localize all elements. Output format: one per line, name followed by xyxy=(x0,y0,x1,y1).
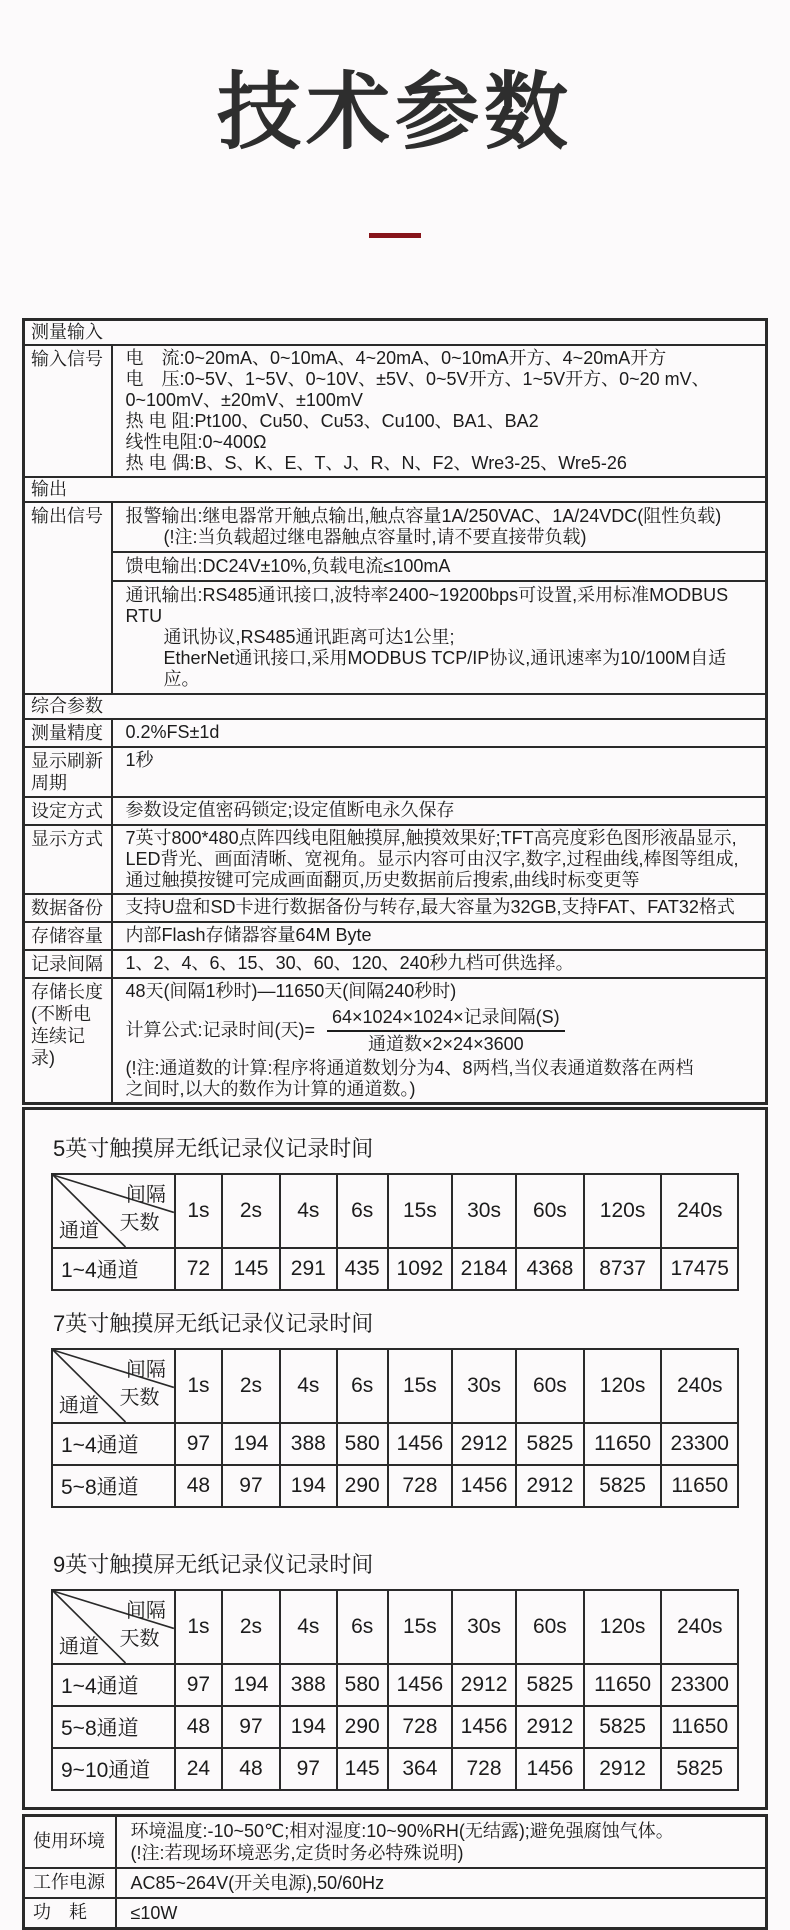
days-value-cell: 23300 xyxy=(661,1423,738,1465)
feed-output-subrow: 馈电输出:DC24V±10%,负载电流≤100mA xyxy=(113,551,766,580)
interval-header-cell: 240s xyxy=(661,1349,738,1423)
interval-header-cell: 60s xyxy=(516,1174,584,1248)
interval-header-cell: 60s xyxy=(516,1590,584,1664)
interval-header-cell: 6s xyxy=(337,1349,388,1423)
record-data-row xyxy=(52,1748,738,1790)
days-value-cell: 11650 xyxy=(584,1664,662,1706)
days-value-cell: 48 xyxy=(175,1706,222,1748)
environment-line: 环境温度:-10~50℃;相对湿度:10~90%RH(无结露);避免强腐蚀气体。 xyxy=(130,1820,674,1841)
env-label: 功 耗 xyxy=(24,1898,116,1929)
alarm-output-subrow xyxy=(113,503,766,551)
env-row-consumption xyxy=(24,1898,767,1929)
input-signal-line: 0~100mV、±20mV、±100mV xyxy=(125,389,363,410)
record-header-row xyxy=(52,1349,738,1423)
spec-value: 1、2、4、6、15、30、60、120、240秒九档可供选择。 xyxy=(112,950,767,978)
days-value-cell: 11650 xyxy=(661,1706,738,1748)
channel-row-label: 1~4通道 xyxy=(52,1248,175,1290)
days-value-cell: 388 xyxy=(280,1664,337,1706)
spec-section-row xyxy=(24,694,767,719)
comm-output-subrow xyxy=(113,580,766,693)
interval-header-cell: 4s xyxy=(280,1349,337,1423)
days-value-cell: 2912 xyxy=(584,1748,662,1790)
spec-label: 测量精度 xyxy=(24,719,112,747)
days-value-cell: 290 xyxy=(337,1706,388,1748)
spec-row-accuracy xyxy=(24,719,767,747)
days-value-cell: 1456 xyxy=(388,1664,452,1706)
spec-row-backup xyxy=(24,894,767,922)
record-table-title: 7英寸触摸屏无纸记录仪记录时间 xyxy=(53,1310,374,1336)
spec-value: 内部Flash存储器容量64M Byte xyxy=(112,922,767,950)
days-value-cell: 580 xyxy=(337,1664,388,1706)
interval-header-cell: 1s xyxy=(175,1590,222,1664)
spec-row-interval xyxy=(24,950,767,978)
interval-header-cell: 1s xyxy=(175,1349,222,1423)
days-value-cell: 8737 xyxy=(584,1248,662,1290)
display-mode-line: LED背光、画面清晰、宽视角。显示内容可由汉字,数字,过程曲线,棒图等组成, xyxy=(125,848,739,869)
record-table xyxy=(51,1348,739,1508)
spec-value: 支持U盘和SD卡进行数据备份与转存,最大容量为32GB,支持FAT、FAT32格式 xyxy=(112,894,767,922)
days-value-cell: 1456 xyxy=(388,1423,452,1465)
days-value-cell: 5825 xyxy=(516,1423,584,1465)
spec-label: 设定方式 xyxy=(24,797,112,825)
env-value xyxy=(116,1815,767,1868)
interval-header-cell: 2s xyxy=(222,1349,280,1423)
interval-header-cell: 2s xyxy=(222,1174,280,1248)
spec-row-storage-length xyxy=(24,978,767,1104)
days-value-cell: 728 xyxy=(388,1706,452,1748)
days-value-cell: 11650 xyxy=(584,1423,662,1465)
days-value-cell: 728 xyxy=(452,1748,516,1790)
days-value-cell: 194 xyxy=(222,1423,280,1465)
record-table xyxy=(51,1173,739,1291)
title-underline-dash xyxy=(369,233,421,238)
spec-section-row xyxy=(24,477,767,502)
days-value-cell: 1456 xyxy=(452,1706,516,1748)
interval-header-cell: 4s xyxy=(280,1590,337,1664)
days-value-cell: 290 xyxy=(337,1465,388,1507)
diagonal-days-label: 天数 xyxy=(119,1627,160,1650)
input-signal-line: 电 流:0~20mA、0~10mA、4~20mA、0~10mA开方、4~20mA开方 xyxy=(125,347,667,368)
spec-label: 存储容量 xyxy=(24,922,112,950)
page-title: 技术参数 xyxy=(216,65,573,159)
display-mode-line: 7英寸800*480点阵四线电阻触摸屏,触摸效果好;TFT高亮度彩色图形液晶显示, xyxy=(125,827,737,848)
record-table-title: 9英寸触摸屏无纸记录仪记录时间 xyxy=(53,1551,374,1577)
diagonal-interval-label: 间隔 xyxy=(125,1599,166,1622)
diagonal-header-cell xyxy=(52,1349,175,1423)
display-mode-line: 通过触摸按键可完成画面翻页,历史数据前后搜索,曲线时标变更等 xyxy=(125,869,640,890)
days-value-cell: 5825 xyxy=(584,1706,662,1748)
input-signal-line: 线性电阻:0~400Ω xyxy=(125,431,267,452)
env-row-environment xyxy=(24,1815,767,1868)
spec-row-input-signal xyxy=(24,345,767,477)
spec-row-output-signal xyxy=(24,502,767,694)
days-value-cell: 2184 xyxy=(452,1248,516,1290)
interval-header-cell: 6s xyxy=(337,1590,388,1664)
days-value-cell: 23300 xyxy=(661,1664,738,1706)
days-value-cell: 97 xyxy=(222,1465,280,1507)
days-value-cell: 11650 xyxy=(661,1465,738,1507)
spec-value: 1秒 xyxy=(112,747,767,797)
spec-label xyxy=(24,747,112,797)
diagonal-channel-label: 通道 xyxy=(59,1635,99,1658)
channel-row-label: 5~8通道 xyxy=(52,1465,175,1507)
days-value-cell: 72 xyxy=(175,1248,222,1290)
days-value-cell: 364 xyxy=(388,1748,452,1790)
interval-header-cell: 15s xyxy=(388,1174,452,1248)
diagonal-days-label: 天数 xyxy=(119,1386,160,1409)
env-row-power xyxy=(24,1868,767,1898)
channel-row-label: 9~10通道 xyxy=(52,1748,175,1790)
days-value-cell: 48 xyxy=(175,1465,222,1507)
environment-table xyxy=(22,1814,768,1930)
spec-section-row xyxy=(24,319,767,345)
days-value-cell: 728 xyxy=(388,1465,452,1507)
input-signal-line: 电 压:0~5V、1~5V、0~10V、±5V、0~5V开方、1~5V开方、0~20 mV、 xyxy=(125,368,710,389)
record-data-row xyxy=(52,1248,738,1290)
formula-denominator: 通道数×2×24×3600 xyxy=(368,1033,524,1054)
days-value-cell: 1456 xyxy=(452,1465,516,1507)
diagonal-interval-label: 间隔 xyxy=(125,1183,166,1206)
diagonal-channel-label: 通道 xyxy=(59,1394,99,1417)
days-value-cell: 2912 xyxy=(452,1423,516,1465)
record-header-row xyxy=(52,1590,738,1664)
days-value-cell: 17475 xyxy=(661,1248,738,1290)
formula-prefix: 计算公式:记录时间(天)= xyxy=(125,1020,316,1041)
spec-row-setting xyxy=(24,797,767,825)
spec-value xyxy=(112,345,767,477)
label-line: 显示刷新 xyxy=(31,750,103,771)
comm-output-line: 通讯协议,RS485通讯距离可达1公里; xyxy=(163,626,455,647)
days-value-cell: 97 xyxy=(280,1748,337,1790)
diagonal-header-cell xyxy=(52,1174,175,1248)
interval-header-cell: 1s xyxy=(175,1174,222,1248)
spec-row-display xyxy=(24,825,767,894)
diagonal-days-label: 天数 xyxy=(119,1211,160,1234)
interval-header-cell: 6s xyxy=(337,1174,388,1248)
days-value-cell: 194 xyxy=(222,1664,280,1706)
record-table xyxy=(51,1589,739,1791)
interval-header-cell: 2s xyxy=(222,1590,280,1664)
interval-header-cell: 30s xyxy=(452,1590,516,1664)
days-value-cell: 1456 xyxy=(516,1748,584,1790)
channel-row-label: 5~8通道 xyxy=(52,1706,175,1748)
days-value-cell: 5825 xyxy=(516,1664,584,1706)
spec-value xyxy=(112,502,767,694)
record-data-row xyxy=(52,1465,738,1507)
interval-header-cell: 4s xyxy=(280,1174,337,1248)
alarm-output-line: (!注:当负载超过继电器触点容量时,请不要直接带负载) xyxy=(163,526,587,547)
spec-table xyxy=(22,318,768,1105)
input-signal-line: 热 电 偶:B、S、K、E、T、J、R、N、F2、Wre3-25、Wre5-26 xyxy=(125,452,627,473)
formula-numerator: 64×1024×1024×记录间隔(S) xyxy=(327,1007,565,1032)
days-value-cell: 145 xyxy=(337,1748,388,1790)
storage-note-line: 之间时,以大的数作为计算的通道数。) xyxy=(125,1078,416,1099)
interval-header-cell: 240s xyxy=(661,1174,738,1248)
days-value-cell: 1092 xyxy=(388,1248,452,1290)
diagonal-header-cell xyxy=(52,1590,175,1664)
spec-row-refresh xyxy=(24,747,767,797)
spec-value: 参数设定值密码锁定;设定值断电永久保存 xyxy=(112,797,767,825)
formula-fraction xyxy=(327,1007,565,1055)
storage-formula xyxy=(126,1007,758,1055)
days-value-cell: 2912 xyxy=(452,1664,516,1706)
interval-header-cell: 240s xyxy=(661,1590,738,1664)
spec-value xyxy=(112,825,767,894)
days-value-cell: 5825 xyxy=(661,1748,738,1790)
interval-header-cell: 60s xyxy=(516,1349,584,1423)
environment-line: (!注:若现场环境恶劣,定货时务必特殊说明) xyxy=(130,1842,464,1863)
channel-row-label: 1~4通道 xyxy=(52,1423,175,1465)
interval-header-cell: 120s xyxy=(584,1174,662,1248)
diagonal-interval-label: 间隔 xyxy=(125,1358,166,1381)
label-line: (不断电 xyxy=(31,1003,91,1024)
record-time-box xyxy=(22,1107,768,1810)
record-data-row xyxy=(52,1423,738,1465)
spec-label: 输出信号 xyxy=(24,502,112,694)
storage-note xyxy=(126,1058,758,1100)
days-value-cell: 2912 xyxy=(516,1465,584,1507)
interval-header-cell: 15s xyxy=(388,1590,452,1664)
input-signal-line: 热 电 阻:Pt100、Cu50、Cu53、Cu100、BA1、BA2 xyxy=(125,410,539,431)
env-label: 使用环境 xyxy=(24,1815,116,1868)
days-value-cell: 2912 xyxy=(516,1706,584,1748)
storage-note-line: (!注:通道数的计算:程序将通道数划分为4、8两档,当仪表通道数落在两档 xyxy=(125,1057,694,1078)
days-value-cell: 97 xyxy=(175,1423,222,1465)
days-value-cell: 194 xyxy=(280,1706,337,1748)
label-line: 周期 xyxy=(31,772,67,793)
interval-header-cell: 30s xyxy=(452,1349,516,1423)
record-table-title: 5英寸触摸屏无纸记录仪记录时间 xyxy=(53,1135,374,1161)
record-data-row xyxy=(52,1706,738,1748)
spec-label: 输入信号 xyxy=(24,345,112,477)
interval-header-cell: 120s xyxy=(584,1349,662,1423)
days-value-cell: 194 xyxy=(280,1465,337,1507)
days-value-cell: 435 xyxy=(337,1248,388,1290)
comm-output-line: EtherNet通讯接口,采用MODBUS TCP/IP协议,通讯速率为10/100M自适应。 xyxy=(163,647,727,689)
days-value-cell: 291 xyxy=(280,1248,337,1290)
spec-row-capacity xyxy=(24,922,767,950)
interval-header-cell: 120s xyxy=(584,1590,662,1664)
interval-header-cell: 15s xyxy=(388,1349,452,1423)
days-value-cell: 24 xyxy=(175,1748,222,1790)
env-value: AC85~264V(开关电源),50/60Hz xyxy=(116,1868,767,1898)
days-value-cell: 580 xyxy=(337,1423,388,1465)
spec-label: 记录间隔 xyxy=(24,950,112,978)
diagonal-channel-label: 通道 xyxy=(59,1219,99,1242)
channel-row-label: 1~4通道 xyxy=(52,1664,175,1706)
spec-label: 数据备份 xyxy=(24,894,112,922)
section-header-measure-input: 测量输入 xyxy=(24,319,767,345)
interval-header-cell: 30s xyxy=(452,1174,516,1248)
days-value-cell: 388 xyxy=(280,1423,337,1465)
env-value: ≤10W xyxy=(116,1898,767,1929)
spec-label xyxy=(24,978,112,1104)
days-value-cell: 97 xyxy=(175,1664,222,1706)
section-header-output: 输出 xyxy=(24,477,767,502)
spec-label: 显示方式 xyxy=(24,825,112,894)
label-line: 连续记录) xyxy=(31,1025,85,1068)
storage-range-line: 48天(间隔1秒时)—11650天(间隔240秒时) xyxy=(125,980,457,1001)
days-value-cell: 48 xyxy=(222,1748,280,1790)
env-label: 工作电源 xyxy=(24,1868,116,1898)
spec-value: 0.2%FS±1d xyxy=(112,719,767,747)
spec-value xyxy=(112,978,767,1104)
alarm-output-line: 报警输出:继电器常开触点输出,触点容量1A/250VAC、1A/24VDC(阻性负载) xyxy=(125,505,722,526)
days-value-cell: 145 xyxy=(222,1248,280,1290)
days-value-cell: 4368 xyxy=(516,1248,584,1290)
comm-output-line: 通讯输出:RS485通讯接口,波特率2400~19200bps可设置,采用标准MODBUS RTU xyxy=(125,584,729,626)
record-data-row xyxy=(52,1664,738,1706)
record-header-row xyxy=(52,1174,738,1248)
label-line: 存储长度 xyxy=(31,981,103,1002)
section-header-general: 综合参数 xyxy=(24,694,767,719)
days-value-cell: 5825 xyxy=(584,1465,662,1507)
days-value-cell: 97 xyxy=(222,1706,280,1748)
